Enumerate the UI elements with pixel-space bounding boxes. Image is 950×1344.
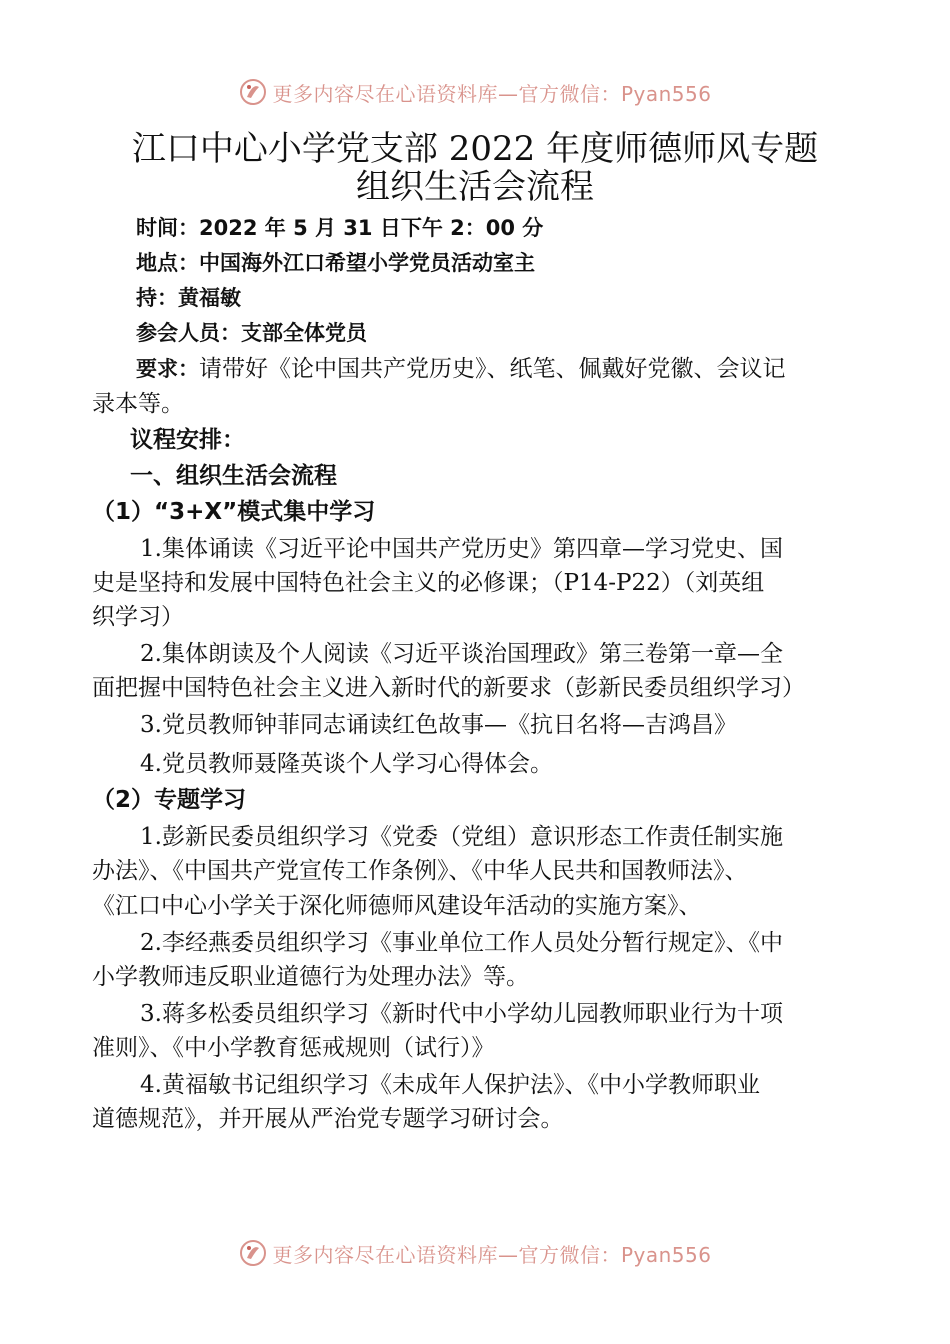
part1-heading: （1）“3+X”模式集中学习 [92, 499, 376, 525]
part2-item3-line1: 3.蒋多松委员组织学习《新时代中小学幼儿园教师职业行为十项 [140, 1001, 783, 1027]
watermark-footer [0, 1233, 950, 1273]
watermark-logo-icon [238, 1238, 268, 1268]
time-value: 2022 年 5 月 31 日下午 2：00 分 [199, 216, 544, 240]
part1-item3: 3.党员教师钟菲同志诵读红色故事—《抗日名将—吉鸿昌》 [140, 712, 737, 738]
part2-item4-line1: 4.黄福敏书记组织学习《未成年人保护法》、《中小学教师职业 [140, 1072, 760, 1098]
place-label: 地点： [136, 251, 199, 275]
part2-item4-line2: 道德规范》，并开展从严治党专题学习研讨会。 [92, 1106, 564, 1132]
part1-item1-line3: 织学习） [92, 604, 184, 630]
requirement-label: 要求： [136, 357, 199, 381]
watermark-logo-icon [238, 77, 268, 107]
requirement-text-line1: 请带好《论中国共产党历史》、纸笔、佩戴好党徽、会议记 [199, 356, 786, 382]
watermark-text: 更多内容尽在心语资料库—官方微信：Pyan556 [272, 1242, 712, 1267]
meta-host [136, 281, 241, 315]
part2-item2-line1: 2.李经燕委员组织学习《事业单位工作人员处分暂行规定》、《中 [140, 930, 783, 956]
watermark-text: 更多内容尽在心语资料库—官方微信：Pyan556 [272, 81, 712, 106]
meta-place [136, 246, 535, 280]
document-title-line1: 江口中心小学党支部 2022 年度师德师风专题 [131, 129, 819, 169]
part2-item3-line2: 准则》、《中小学教育惩戒规则（试行）》 [92, 1035, 495, 1061]
attendees-value: 支部全体党员 [241, 321, 367, 345]
place-value: 中国海外江口希望小学党员活动室主 [199, 251, 535, 275]
part2-item1-line3: 《江口中心小学关于深化师德师风建设年活动的实施方案》、 [92, 893, 702, 919]
part1-item4: 4.党员教师聂隆英谈个人学习心得体会。 [140, 751, 553, 777]
host-value: 黄福敏 [178, 286, 241, 310]
meta-attendees [136, 316, 367, 350]
watermark-header [0, 72, 950, 112]
attendees-label: 参会人员： [136, 321, 241, 345]
part2-item2-line2: 小学教师违反职业道德行为处理办法》等。 [92, 964, 529, 990]
part2-item1-line1: 1.彭新民委员组织学习《党委（党组）意识形态工作责任制实施 [140, 824, 783, 850]
part1-item2-line2: 面把握中国特色社会主义进入新时代的新要求（彭新民委员组织学习） [92, 675, 805, 701]
part2-heading: （2）专题学习 [92, 787, 247, 813]
meta-requirement [136, 352, 786, 386]
requirement-text-line2: 录本等。 [92, 391, 184, 417]
section1-heading: 一、组织生活会流程 [130, 463, 337, 489]
part1-item1-line2: 史是坚持和发展中国特色社会主义的必修课；（P14-P22）（刘英组 [92, 570, 765, 596]
agenda-heading: 议程安排： [130, 427, 245, 453]
part1-item1-line1: 1.集体诵读《习近平论中国共产党历史》第四章—学习党史、国 [140, 536, 783, 562]
part2-item1-line2: 办法》、《中国共产党宣传工作条例》、《中华人民共和国教师法》、 [92, 858, 748, 884]
part1-item2-line1: 2.集体朗读及个人阅读《习近平谈治国理政》第三卷第一章—全 [140, 641, 783, 667]
meta-time [136, 211, 543, 245]
time-label: 时间： [136, 216, 199, 240]
document-title-line2: 组织生活会流程 [356, 167, 594, 207]
host-label: 持： [136, 286, 178, 310]
